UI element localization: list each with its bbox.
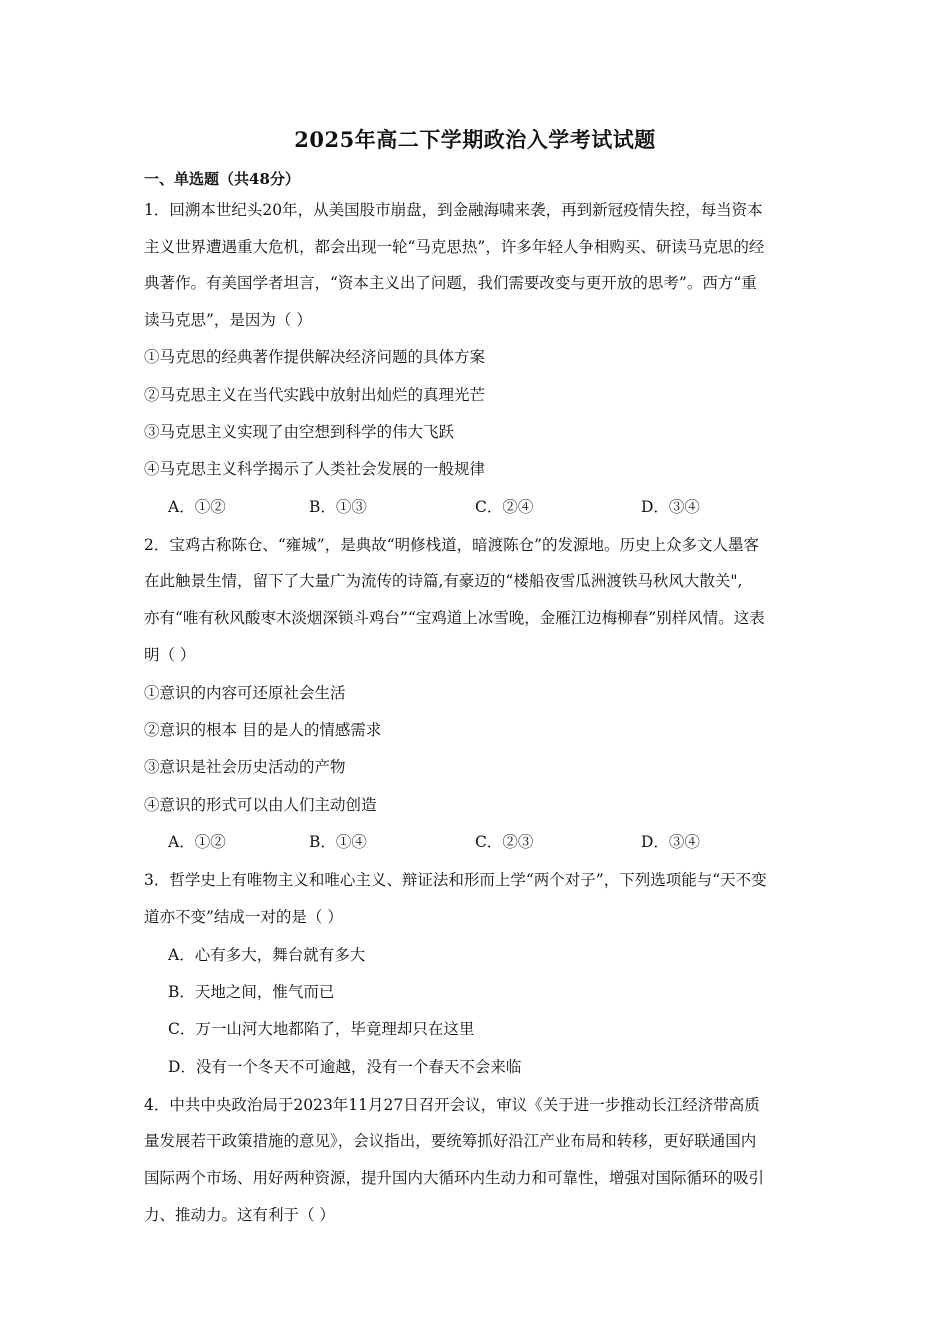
q1-option-b: B．①③ [309,498,367,516]
q2-statement: ①意识的内容可还原社会生活 [144,684,346,702]
section-heading: 一、单选题（共48分） [144,170,300,188]
q2-stem-line: 2．宝鸡古称陈仓、“雍城”，是典故“明修栈道，暗渡陈仓”的发源地。历史上众多文人墨客 [144,536,760,554]
q1-option-c: C．②④ [475,498,534,516]
q3-stem-line: 道亦不变”结成一对的是（ ） [144,908,343,926]
q3-choice-b: B．天地之间，惟气而已 [168,983,335,1001]
q2-stem-line: 在此触景生情，留下了大量广为流传的诗篇,有豪迈的“楼船夜雪瓜洲渡铁马秋风大散关", [144,572,743,590]
q4-stem-line: 力、推动力。这有利于（ ） [144,1206,335,1224]
q4-stem-line: 4．中共中央政治局于2023年11月27日召开会议，审议《关于进一步推动长江经济带高质 [144,1096,760,1114]
q1-option-d: D．③④ [641,498,700,516]
q3-choice-a: A．心有多大，舞台就有多大 [168,946,366,964]
q2-option-d: D．③④ [641,833,700,851]
q1-option-a: A．①② [168,498,226,516]
page-title: 2025年高二下学期政治入学考试试题 [294,127,656,152]
q2-statement: ③意识是社会历史活动的产物 [144,758,346,776]
q2-stem-line: 亦有“唯有秋风酸枣木淡烟深锁斗鸡台”“宝鸡道上冰雪晚，金雁江边梅柳春”别样风情。这表 [144,609,765,627]
q3-stem-line: 3．哲学史上有唯物主义和唯心主义、辩证法和形而上学“两个对子”，下列选项能与“天不变 [144,871,767,889]
q3-choice-d: D．没有一个冬天不可逾越，没有一个春天不会来临 [168,1058,522,1076]
q2-option-c: C．②③ [475,833,534,851]
q1-statement: ②马克思主义在当代实践中放射出灿烂的真理光芒 [144,386,486,404]
q1-statement: ④马克思主义科学揭示了人类社会发展的一般规律 [144,460,486,478]
q1-stem-line: 1．回溯本世纪头20年，从美国股市崩盘，到金融海啸来袭，再到新冠疫情失控，每当资本 [144,201,763,219]
q2-statement: ②意识的根本 目的是人的情感需求 [144,721,382,739]
q1-statement: ①马克思的经典著作提供解决经济问题的具体方案 [144,348,486,366]
q4-stem-line: 国际两个市场、用好两种资源，提升国内大循环内生动力和可靠性，增强对国际循环的吸引 [144,1169,765,1187]
q1-stem-line: 主义世界遭遇重大危机，都会出现一轮“马克思热”，许多年轻人争相购买、研读马克思的经 [144,238,765,256]
q1-stem-line: 读马克思”，是因为（ ） [144,311,312,329]
q2-option-b: B．①④ [309,833,367,851]
q1-options [168,497,808,517]
q1-statement: ③马克思主义实现了由空想到科学的伟大飞跃 [144,423,455,441]
q2-statement: ④意识的形式可以由人们主动创造 [144,796,377,814]
q2-option-a: A．①② [168,833,226,851]
q2-stem-line: 明（ ） [144,646,196,664]
q1-stem-line: 典著作。有美国学者坦言，“资本主义出了问题，我们需要改变与更开放的思考”。西方“重 [144,274,757,292]
q4-stem-line: 量发展若干政策措施的意见》，会议指出，要统筹抓好沿江产业布局和转移，更好联通国内 [144,1132,757,1150]
q2-options [168,832,808,852]
q3-choice-c: C．万一山河大地都陷了，毕竟理却只在这里 [168,1020,475,1038]
